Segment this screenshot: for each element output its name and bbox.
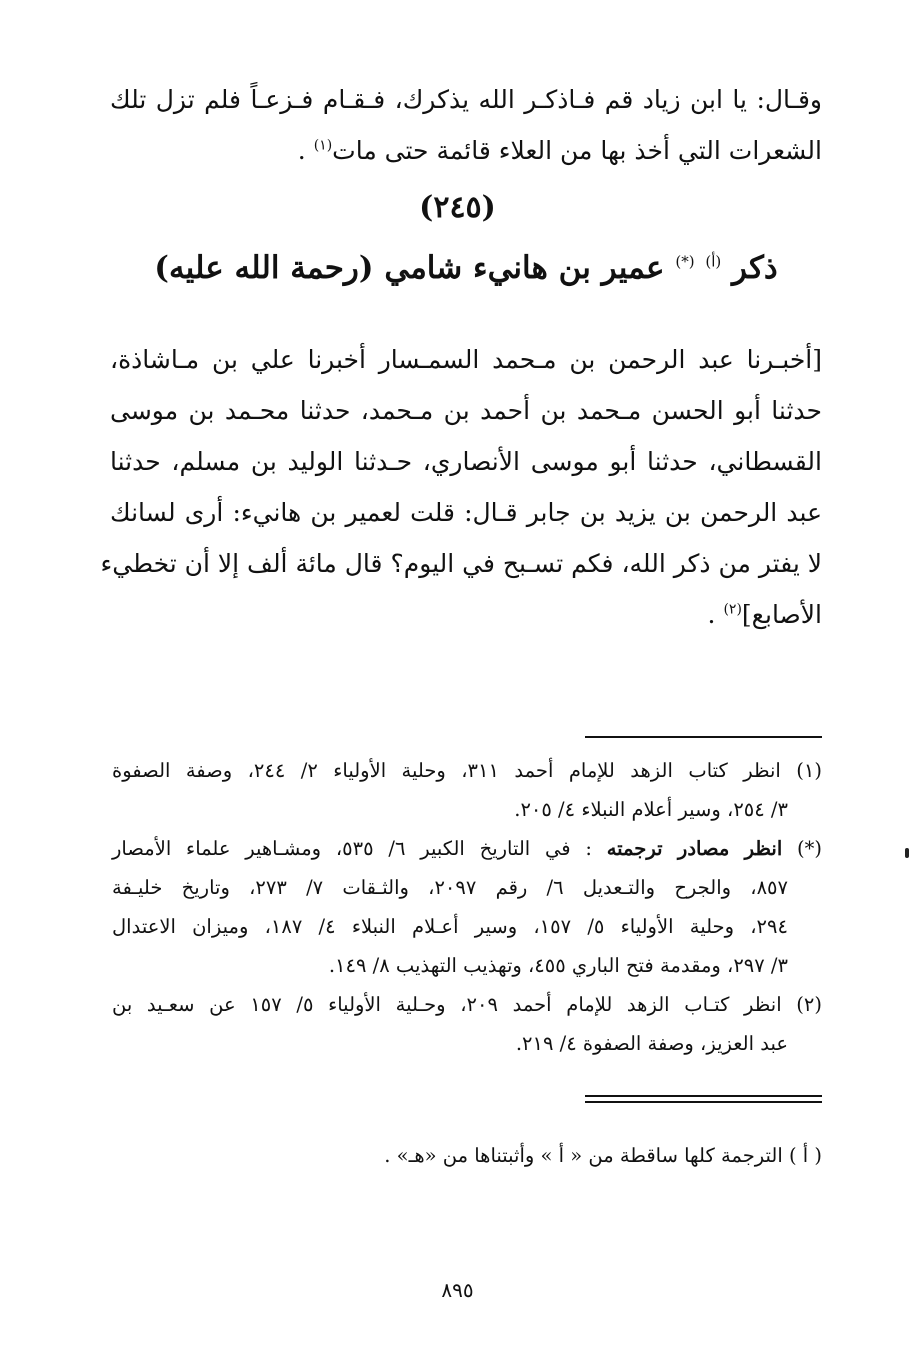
narration-line-4: عبد الرحمن بن يزيد بن جابر قـال: قلت لعمير بن هانيء: أرى لسانك [110, 498, 822, 527]
narration-line-3: القسطاني، حدثنا أبو موسى الأنصاري، حـدثنا الوليد بن مسلم، حدثنا [110, 447, 822, 476]
editor-notes [112, 1136, 822, 1175]
narration-line-2: حدثنا أبو الحسن مـحمد بن أحمد بن مـحمد، حدثنا محـمد بن موسى [110, 396, 822, 425]
footnotes [112, 751, 822, 1063]
intro-line-2-text: الشعرات التي أخذ بها من العلاء قائمة حتى مات [332, 136, 822, 165]
footnote-star-line-1-rest: : في التاريخ الكبير ٦/ ٥٣٥، ومشـاهير علماء الأمصار [112, 837, 592, 860]
entry-title [110, 250, 822, 286]
narration-paragraph [100, 334, 822, 640]
intro-paragraph [110, 74, 822, 176]
footnote-ref-2: (٢) [723, 601, 742, 618]
narration-last-text: الأصابع] [741, 600, 822, 629]
editor-note-separator-top [585, 1095, 822, 1097]
footnote-2-line-2: عبد العزيز، وصفة الصفوة ٤/ ٢١٩. [515, 1032, 788, 1055]
entry-title-name: عمير بن هانيء شامي (رحمة الله عليه) [154, 250, 665, 286]
footnote-star-label: انظر مصادر ترجمته [606, 837, 783, 860]
narration-last-end: . [707, 600, 724, 629]
narration-line-1: [أخبـرنا عبد الرحمن بن مـحمد السمـسار أخبرنا علي بن مـاشاذة، [110, 345, 822, 374]
entry-title-ref-a: (أ) [705, 252, 722, 271]
editor-note-separator-bottom [585, 1101, 822, 1103]
footnote-star-line-1 [112, 829, 822, 868]
margin-mark [905, 848, 909, 858]
footnote-1-line-1: (١) انظر كتاب الزهد للإمام أحمد ٣١١، وحلية الأولياء ٢/ ٢٤٤، وصفة الصفوة [112, 759, 822, 782]
entry-title-ref-star: (*) [675, 252, 695, 271]
entry-number: (٢٤٥) [419, 190, 496, 225]
intro-line-2 [110, 125, 822, 176]
footnote-star-line-4: ٣/ ٢٩٧، ومقدمة فتح الباري ٤٥٥، وتهذيب التهذيب ٨/ ١٤٩. [328, 954, 788, 977]
footnote-1-line-2: ٣/ ٢٥٤، وسير أعلام النبلاء ٤/ ٢٠٥. [514, 798, 788, 821]
narration-line-6 [110, 589, 822, 640]
intro-line-1: وقـال: يا ابن زياد قم فـاذكـر الله يذكرك، فـقـام فـزعـاً فلم تزل تلك [110, 85, 822, 114]
narration-line-5: لا يفتر من ذكر الله، فكم تسـبح في اليوم؟ قال مائة ألف إلا أن تخطيء [100, 549, 822, 578]
intro-line-2-end: . [297, 136, 314, 165]
footnote-2-line-1: (٢) انظر كتـاب الزهد للإمام أحمد ٢٠٩، وحـلية الأولياء ٥/ ١٥٧ عن سعـيد بن [112, 993, 822, 1016]
footnote-star-line-2: ٨٥٧، والجرح والتـعديل ٦/ رقم ٢٠٩٧، والثـقات ٧/ ٢٧٣، وتاريخ خليـفة [112, 876, 788, 899]
footnote-ref-1: (١) [313, 137, 333, 154]
entry-title-prefix: ذكر [732, 250, 778, 286]
footnote-separator [585, 736, 822, 738]
footnote-star-line-3: ٢٩٤، وحلية الأولياء ٥/ ١٥٧، وسير أعـلام النبلاء ٤/ ١٨٧، وميزان الاعتدال [112, 915, 788, 938]
footnote-star-marker: (*) [797, 837, 823, 860]
editor-note-a: ( أ ) الترجمة كلها ساقطة من « أ » وأثبتناها من «هـ» . [384, 1144, 822, 1167]
page-number: ٨٩٥ [441, 1278, 474, 1302]
